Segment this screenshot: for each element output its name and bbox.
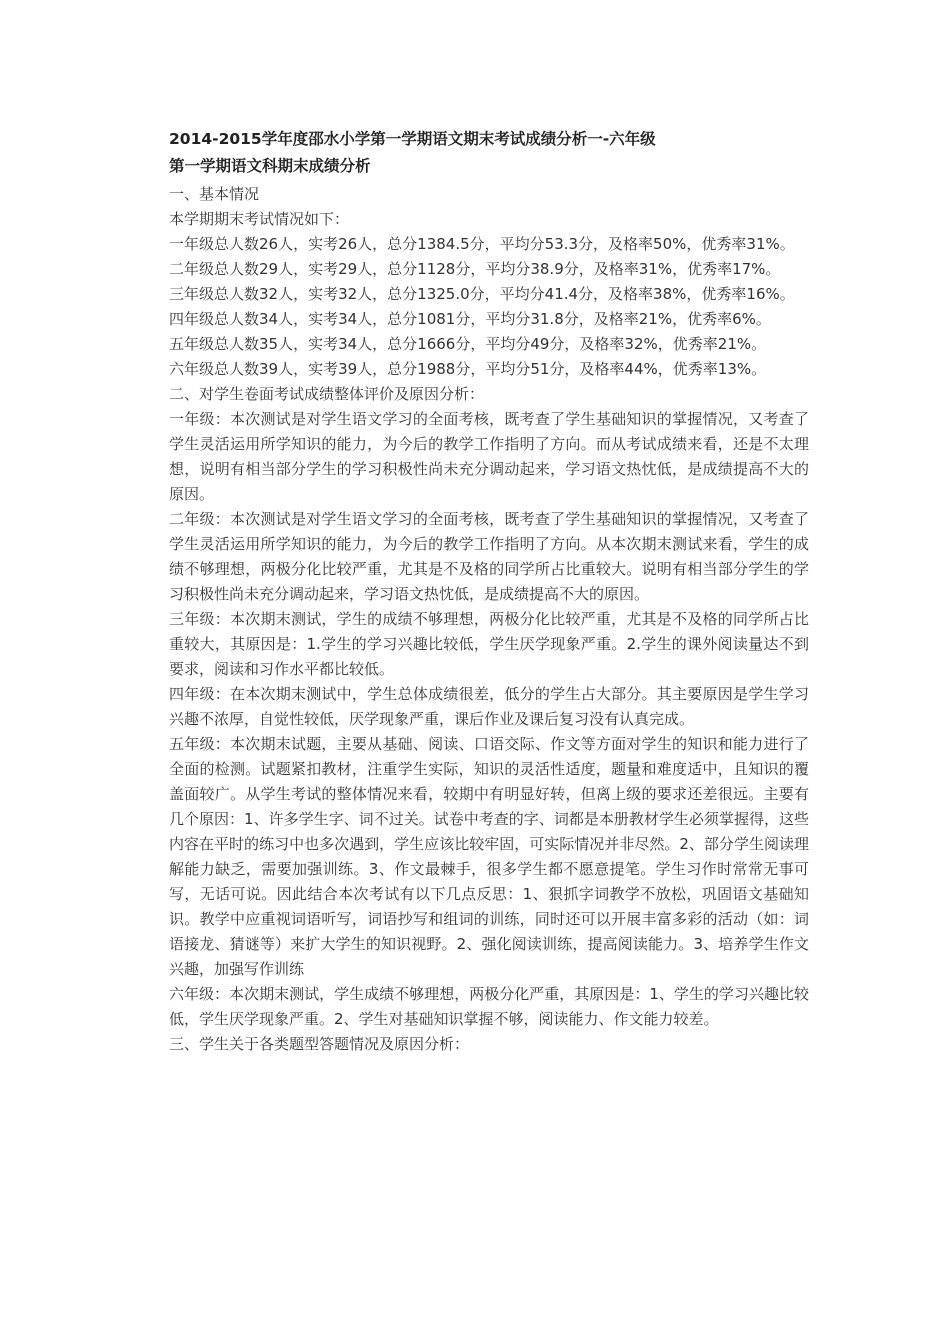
section-heading-question-types: 三、学生关于各类题型答题情况及原因分析： xyxy=(169,1035,470,1053)
document-page xyxy=(169,126,809,1057)
paragraph-grade-4-stats: 四年级总人数34人，实考34人，总分1081分，平均分31.8分，及格率21%，优秀率6%。 xyxy=(169,310,771,328)
paragraph-grade-3-analysis: 三年级：本次期末测试，学生的成绩不够理想，两极分化比较严重，尤其是不及格的同学所占比重较大，其原因是：1.学生的学习兴趣比较低，学生厌学现象严重。2.学生的课外阅读量达不到要求，阅读和习作水平都比较低。 xyxy=(169,610,809,678)
paragraph-grade-2-analysis: 二年级：本次测试是对学生语文学习的全面考核，既考查了学生基础知识的掌握情况，又考查了学生灵活运用所学知识的能力，为今后的教学工作指明了方向。从本次期末测试来看，学生的成绩不够理想，两极分化比较严重，尤其是不及格的同学所占比重较大。说明有相当部分学生的学习积极性尚未充分调动起来，学习语文热忱低，是成绩提高不大的原因。 xyxy=(169,510,809,603)
section-heading-evaluation: 二、对学生卷面考试成绩整体评价及原因分析： xyxy=(169,385,485,403)
paragraph-grade-6-stats: 六年级总人数39人，实考39人，总分1988分，平均分51分，及格率44%，优秀率13%。 xyxy=(169,360,767,378)
paragraph-intro: 本学期期末考试情况如下： xyxy=(169,210,350,228)
document-subtitle: 第一学期语文科期末成绩分析 xyxy=(169,157,371,175)
paragraph-grade-1-stats: 一年级总人数26人，实考26人，总分1384.5分，平均分53.3分，及格率50%，优秀率31%。 xyxy=(169,235,795,253)
paragraph-grade-2-stats: 二年级总人数29人，实考29人，总分1128分，平均分38.9分，及格率31%，优秀率17%。 xyxy=(169,260,781,278)
paragraph-grade-3-stats: 三年级总人数32人，实考32人，总分1325.0分，平均分41.4分，及格率38%，优秀率16%。 xyxy=(169,285,795,303)
paragraph-grade-4-analysis: 四年级：在本次期末测试中，学生总体成绩很差，低分的学生占大部分。其主要原因是学生学习兴趣不浓厚，自觉性较低，厌学现象严重，课后作业及课后复习没有认真完成。 xyxy=(169,685,809,728)
paragraph-grade-5-analysis: 五年级：本次期末试题，主要从基础、阅读、口语交际、作文等方面对学生的知识和能力进行了全面的检测。试题紧扣教材，注重学生实际，知识的灵活性适度，题量和难度适中，且知识的覆盖面较广。从学生考试的整体情况来看，较期中有明显好转，但离上级的要求还差很远。主要有几个原因：1、许多学生字、词不过关。试卷中考查的字、词都是本册教材学生必须掌握得，这些内容在平时的练习中也多次遇到，学生应该比较牢固，可实际情况并非尽然。2、部分学生阅读理解能力缺乏，需要加强训练。3、作文最棘手，很多学生都不愿意提笔。学生习作时常常无事可写，无话可说。因此结合本次考试有以下几点反思：1、狠抓字词教学不放松，巩固语文基础知识。教学中应重视词语听写，词语抄写和组词的训练，同时还可以开展丰富多彩的活动（如：词语接龙、猜谜等）来扩大学生的知识视野。2、强化阅读训练，提高阅读能力。3、培养学生作文兴趣，加强写作训练 xyxy=(169,735,809,978)
paragraph-grade-5-stats: 五年级总人数35人，实考34人，总分1666分，平均分49分，及格率32%，优秀率21%。 xyxy=(169,335,767,353)
paragraph-grade-6-analysis: 六年级：本次期末测试，学生成绩不够理想，两极分化严重，其原因是：1、学生的学习兴趣比较低，学生厌学现象严重。2、学生对基础知识掌握不够，阅读能力、作文能力较差。 xyxy=(169,985,809,1028)
section-heading-basic: 一、基本情况 xyxy=(169,185,260,203)
paragraph-grade-1-analysis: 一年级：本次测试是对学生语文学习的全面考核，既考查了学生基础知识的掌握情况，又考查了学生灵活运用所学知识的能力，为今后的教学工作指明了方向。而从考试成绩来看，还是不太理想，说明有相当部分学生的学习积极性尚未充分调动起来，学习语文热忱低，是成绩提高不大的原因。 xyxy=(169,410,809,503)
document-title: 2014-2015学年度邵水小学第一学期语文期末考试成绩分析一-六年级 xyxy=(169,130,656,148)
